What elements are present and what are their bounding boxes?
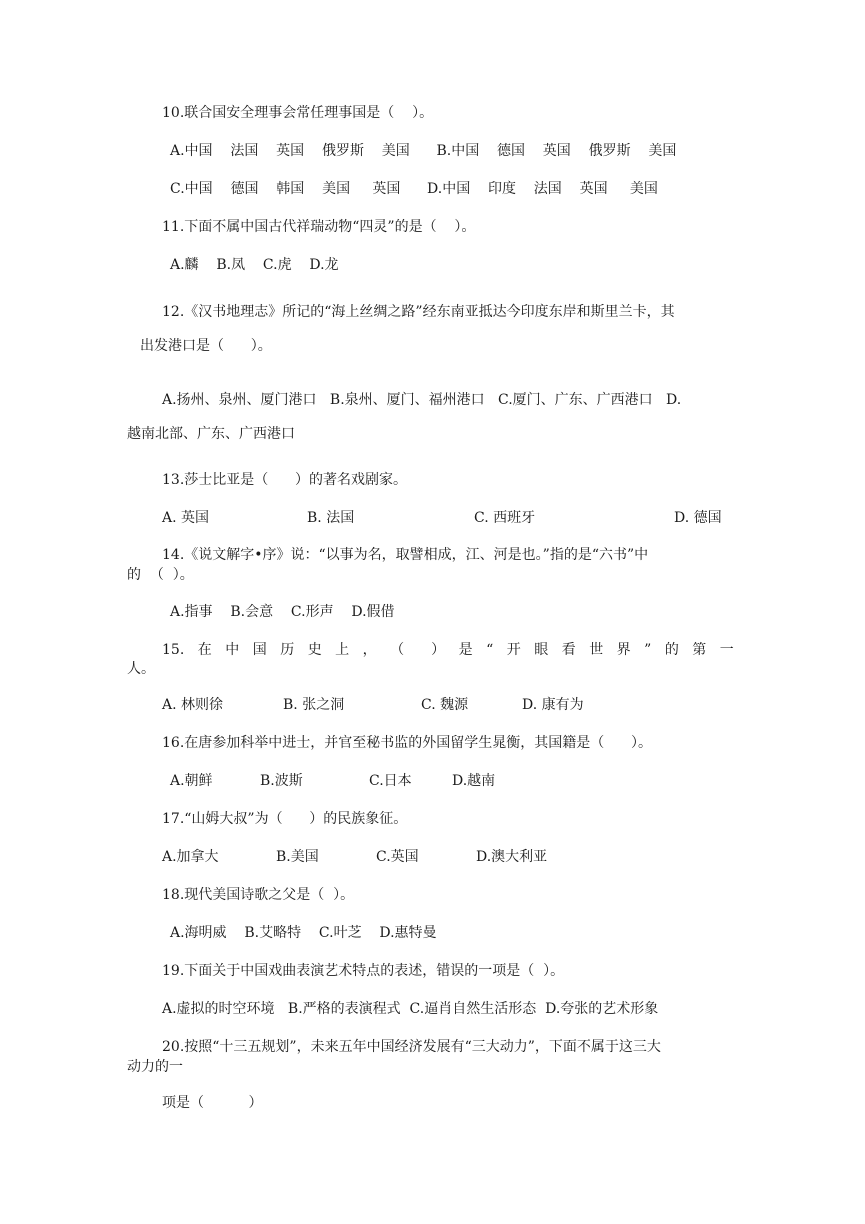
q17-option-b: B.美国 (276, 849, 319, 865)
q11-stem: 11.下面不属中国古代祥瑞动物“四灵”的是（ ）。 (162, 219, 476, 235)
q15-char: ， (362, 642, 377, 658)
q15-char: 一 (719, 642, 734, 658)
q15-char: 15. (162, 642, 185, 658)
q15-option-b: B. 张之洞 (283, 697, 345, 713)
q15-char: （ (390, 642, 405, 658)
q19-stem: 19.下面关于中国戏曲表演艺术特点的表述，错误的一项是（ ）。 (162, 963, 565, 979)
q10-options-cd: C.中国 德国 韩国 美国 英国 D.中国 印度 法国 英国 美国 (170, 181, 658, 197)
q15-char: 看 (561, 642, 576, 658)
q16-option-a: A.朝鲜 (170, 773, 213, 789)
q15-char: ） (431, 642, 446, 658)
q16-stem: 16.在唐参加科举中进士，并官至秘书监的外国留学生晁衡，其国籍是（ ）。 (162, 735, 652, 751)
q12-stem-line2: 出发港口是（ ）。 (140, 338, 272, 354)
q11-options: A.麟 B.凤 C.虎 D.龙 (170, 257, 339, 273)
q18-options: A.海明威 B.艾略特 C.叶芝 D.惠特曼 (170, 925, 437, 941)
q13-stem: 13.莎士比亚是（ ）的著名戏剧家。 (162, 472, 407, 488)
q16-option-b: B.波斯 (260, 773, 303, 789)
q15-char: 第 (692, 642, 707, 658)
q15-stem-line1 (162, 641, 734, 659)
q18-stem: 18.现代美国诗歌之父是（ ）。 (162, 887, 355, 903)
q15-char: 历 (280, 642, 295, 658)
q15-option-d: D. 康有为 (522, 697, 584, 713)
q15-char: 开 (506, 642, 521, 658)
q13-option-c: C. 西班牙 (474, 510, 536, 526)
q15-stem-line2: 人。 (127, 661, 155, 677)
q17-option-d: D.澳大利亚 (476, 849, 548, 865)
q15-char: ” (644, 642, 652, 658)
q15-char: 世 (589, 642, 604, 658)
q10-stem: 10.联合国安全理事会常任理事国是（ ）。 (162, 105, 434, 121)
q15-char: 眼 (534, 642, 549, 658)
q15-char: 在 (197, 642, 212, 658)
q19-options: A.虚拟的时空环境 B.严格的表演程式 C.逼肖自然生活形态 D.夸张的艺术形象 (162, 1001, 659, 1017)
q17-option-c: C.英国 (376, 849, 419, 865)
q17-options (162, 848, 582, 866)
q15-char: 史 (307, 642, 322, 658)
q13-option-b: B. 法国 (307, 510, 355, 526)
q20-stem-line2: 动力的一 (127, 1059, 183, 1075)
q14-stem-line2: 的 （ ）。 (127, 567, 194, 583)
q13-option-d: D. 德国 (674, 510, 722, 526)
q15-char: 是 (458, 642, 473, 658)
q15-options (162, 696, 662, 714)
q15-char: 中 (225, 642, 240, 658)
q16-options (170, 772, 570, 790)
q17-option-a: A.加拿大 (162, 849, 219, 865)
q15-char: 界 (616, 642, 631, 658)
q12-options-line2: 越南北部、广东、广西港口 (127, 426, 295, 442)
q12-options-line1: A.扬州、泉州、厦门港口 B.泉州、厦门、福州港口 C.厦门、广东、广西港口 D. (162, 392, 682, 408)
q16-option-d: D.越南 (452, 773, 496, 789)
q12-stem-line1: 12.《汉书地理志》所记的“海上丝绸之路”经东南亚抵达今印度东岸和斯里兰卡，其 (162, 304, 675, 320)
q14-stem-line1: 14.《说文解字•序》说：“以事为名，取譬相成，江、河是也。”指的是“六书”中 (162, 547, 649, 563)
q15-char: 的 (664, 642, 679, 658)
q20-stem-line1: 20.按照“十三五规划”，未来五年中国经济发展有“三大动力”，下面不属于这三大 (162, 1039, 661, 1055)
q17-stem: 17.“山姆大叔”为（ ）的民族象征。 (162, 811, 408, 827)
q15-option-c: C. 魏源 (421, 697, 469, 713)
q10-options-ab: A.中国 法国 英国 俄罗斯 美国 B.中国 德国 英国 俄罗斯 美国 (170, 143, 677, 159)
q15-char: “ (486, 642, 494, 658)
q15-option-a: A. 林则徐 (162, 697, 224, 713)
q16-option-c: C.日本 (369, 773, 412, 789)
q13-option-a: A. 英国 (162, 510, 210, 526)
q15-char: 上 (335, 642, 350, 658)
q14-options: A.指事 B.会意 C.形声 D.假借 (170, 604, 395, 620)
q13-options (162, 509, 742, 527)
q20-stem-line3: 项是（ ） (162, 1095, 263, 1111)
q15-char: 国 (252, 642, 267, 658)
